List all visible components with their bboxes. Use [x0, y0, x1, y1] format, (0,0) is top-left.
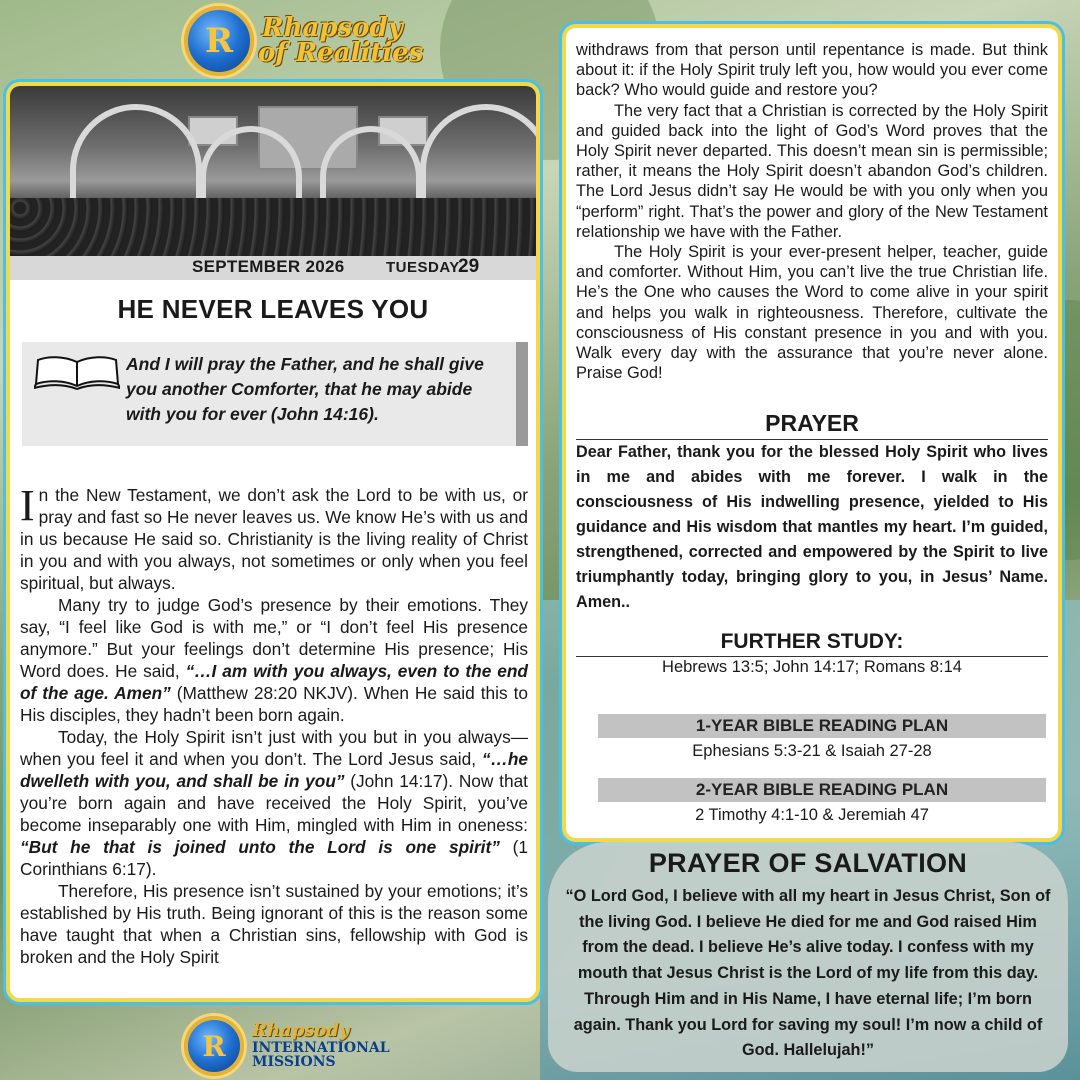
- prayer-heading: PRAYER: [576, 410, 1048, 440]
- paragraph: Therefore, His presence isn’t sustained by your emotions; it’s established by His truth. Being ignorant of this is the reason some have taught that when a Christian sins, fellowship with God is broken and the Holy Spirit: [20, 881, 528, 967]
- drop-cap: I: [20, 481, 35, 530]
- rhapsody-logo-text: Rhapsody of Realities: [258, 13, 424, 68]
- church-stage-photo: [10, 86, 536, 258]
- two-year-plan-heading: 2-YEAR BIBLE READING PLAN: [598, 778, 1046, 802]
- one-year-plan-heading: 1-YEAR BIBLE READING PLAN: [598, 714, 1046, 738]
- rhapsody-missions-logo: [184, 1016, 390, 1076]
- paragraph: In the New Testament, we don’t ask the Lord to be with us, or pray and fast so He never leaves us. We know He’s with us and in us because He said so. Christianity is the living reality of Christ in you and with you always, not sometimes or only when you feel spiritual, but always.: [20, 481, 528, 593]
- devotional-body: [20, 481, 528, 968]
- further-study-refs: Hebrews 13:5; John 14:17; Romans 8:14: [662, 658, 962, 676]
- paragraph: withdraws from that person until repentance is made. But think about it: if the Holy Spirit truly left you, how would you ever come back? Who would guide and restore you?: [576, 41, 1048, 100]
- prayer-text: Dear Father, thank you for the blessed Holy Spirit who lives in me and abides with me forever. I walk in the consciousness of His indwelling presence, yielded to His guidance and His wisdom that mantles my heart. I’m guided, strengthened, corrected and empowered by the Spirit to live triumphantly today, bringing glory to you, in Jesus’ Name. Amen..: [576, 443, 1048, 611]
- rhapsody-logo: [184, 6, 423, 76]
- open-book-icon: [34, 354, 120, 390]
- further-study-heading: FURTHER STUDY:: [576, 630, 1048, 657]
- key-verse-text: And I will pray the Father, and he shall give you another Comforter, that he may abide with you for ever (John 14:16).: [126, 354, 484, 424]
- rhapsody-logo-icon: R: [184, 6, 254, 76]
- two-year-plan-refs: 2 Timothy 4:1-10 & Jeremiah 47: [695, 806, 929, 824]
- paragraph: The Holy Spirit is your ever-present helper, teacher, guide and comforter. Without Him, you can’t live the true Christian life. He’s the One who causes the Word to come alive in your spirit and helps you walk in righteousness. Therefore, cultivate the consciousness of His constant presence in you and with you. Walk every day with the assurance that you’re never alone. Praise God!: [576, 243, 1048, 383]
- rhapsody-missions-logo-icon: R: [184, 1016, 244, 1076]
- salvation-heading: PRAYER OF SALVATION: [648, 848, 968, 878]
- devotional-body-continued: [576, 40, 1048, 383]
- key-verse-box: [22, 342, 528, 446]
- salvation-text: “O Lord God, I believe with all my heart in Jesus Christ, Son of the living God. I believe He died for me and God raised Him from the dead. I believe He’s alive today. I confess with my mouth that Jesus Christ is the Lord of my life from this day. Through Him and in His Name, I have eternal life; I’m born again. Thank you Lord for saving my soul! I’m now a child of God. Hallelujah!”: [565, 887, 1051, 1060]
- rhapsody-missions-logo-text: Rhapsody INTERNATIONAL MISSIONS: [252, 1019, 390, 1071]
- prayer-of-salvation-box: [548, 842, 1068, 1072]
- weekday: TUESDAY: [386, 259, 460, 276]
- devotional-panel-left: [6, 82, 540, 1002]
- day-number: 29: [458, 256, 480, 277]
- devotional-panel-right: [562, 24, 1062, 842]
- devotional-title: HE NEVER LEAVES YOU: [117, 294, 429, 324]
- paragraph: The very fact that a Christian is corrected by the Holy Spirit and guided back into the light of God’s Word proves that the Holy Spirit never departed. This doesn’t mean sin is permissible; rather, it means the Holy Spirit doesn’t abandon God’s children. The Lord Jesus didn’t say He would be with you only when you “perform” right. That’s the power and glory of the New Testament relationship we have with the Father.: [576, 101, 1048, 241]
- paragraph: Today, the Holy Spirit isn’t just with you but in you always—when you feel it and when you don’t. The Lord Jesus said, “…he dwelleth with you, and shall be in you” (John 14:17). Now that you’re born again and have received the Holy Spirit, you’ve become inseparably one with Him, mingled with Him in oneness: “But he that is joined unto the Lord is one spirit” (1 Corinthians 6:17).: [20, 727, 528, 879]
- one-year-plan-refs: Ephesians 5:3-21 & Isaiah 27-28: [692, 742, 932, 760]
- date-bar: [10, 256, 536, 280]
- paragraph: Many try to judge God’s presence by their emotions. They say, “I feel like God is with me,” or “I don’t feel His presence anymore.” But your feelings don’t determine His presence; His Word does. He said, “…I am with you always, even to the end of the age. Amen” (Matthew 28:20 NKJV). When He said this to His disciples, they hadn’t been born again.: [20, 595, 528, 725]
- month-year: SEPTEMBER 2026: [192, 257, 345, 276]
